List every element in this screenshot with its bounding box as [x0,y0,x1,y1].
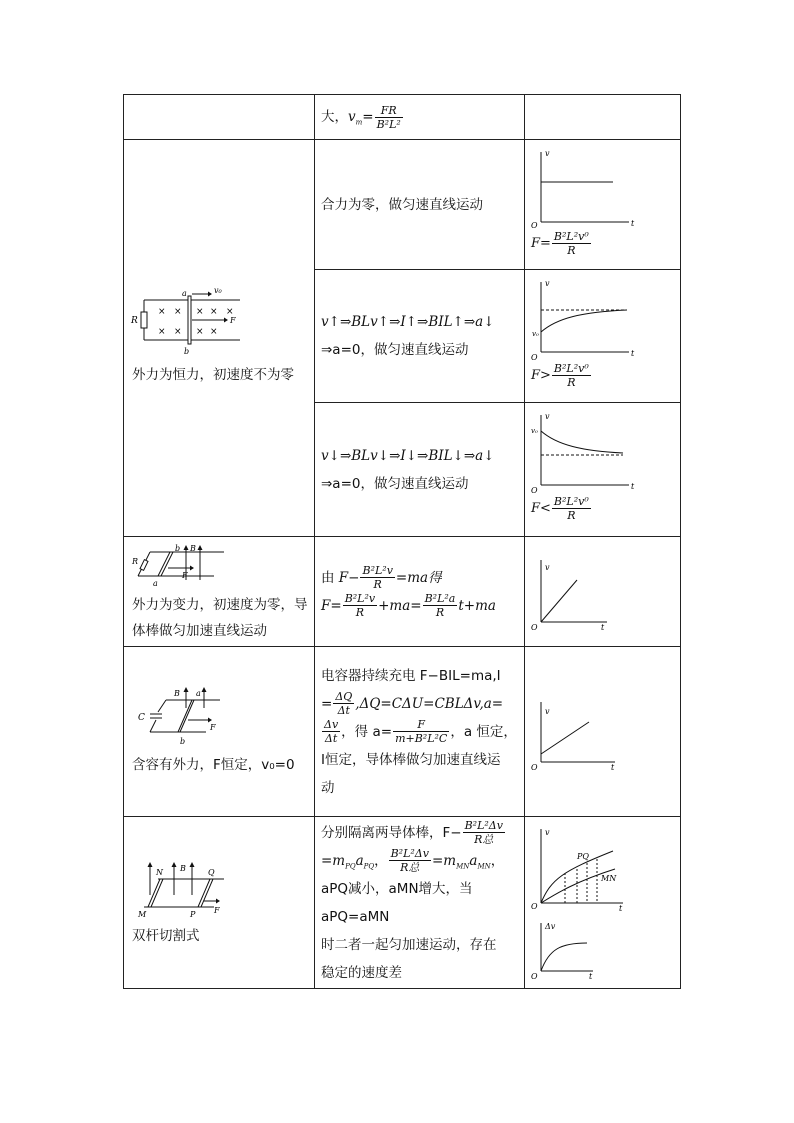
eq2-numerator-2: B²L²a [424,592,456,605]
capacitor-eq-sign: = [321,695,333,712]
row0-col3 [525,95,681,140]
b-field-mark: × [174,327,182,337]
case-variable-force-caption: 外力为变力，初速度为零，导体棒做匀加速直线运动 [132,596,308,639]
relation-denominator: R [567,244,576,257]
row2-col3 [525,270,681,403]
row2-col2 [315,270,525,403]
row3-col2 [315,403,525,537]
eq2-suffix: t+ma [458,597,496,614]
row0-col2 [315,95,525,140]
relation-less [525,495,680,528]
capacitor-line5 [321,774,518,802]
two-rods-text-1: 分别隔离两导体棒，F− [321,824,462,841]
b-field-mark: × [210,307,218,317]
relation-numerator: B²L²v⁰ [553,361,589,375]
capacitor-text-3a: ，得 a= [341,723,393,740]
axis-v-label: v [545,278,550,288]
two-rods-comma-2: ， [490,852,505,869]
vm-denominator: B²L² [376,117,401,131]
relation-lhs: F= [531,236,551,251]
field-b-label: B [190,543,196,553]
case-constant-force-cell [124,140,315,537]
decreasing-result-text: ⇒a=0，做匀速直线运动 [321,475,469,492]
two-rods-denominator-2: R总 [400,861,420,874]
eq2-denominator-1: R [355,606,365,619]
end-b-label: b [175,543,181,553]
end-a-label: a [182,289,187,298]
capacitor-text-4: I恒定，导体棒做匀加速直线运 [321,751,501,768]
origin-label: O [531,622,538,632]
eq2-numerator-1: B²L²v [344,592,376,605]
vm-numerator: FR [375,104,403,118]
increasing-chain-text: v↑⇒BLv↑⇒I↑⇒BIL↑⇒a↓ [321,314,495,330]
decreasing-chain-text: v↓⇒BLv↓⇒I↓⇒BIL↓⇒a↓ [321,447,495,464]
pq-curve-label: PQ [577,851,589,861]
increasing-result-text: ⇒a=0，做匀速直线运动 [321,342,469,358]
vt-graph-constant [527,146,647,230]
accel-pq-sub: PQ [363,862,375,871]
eq2-denominator-2: R [435,606,445,619]
eq2-mid: +ma= [378,597,422,614]
rail-diagram-4 [130,857,230,921]
dt-denominator: Δt [337,704,350,717]
resistor-label: R [132,556,139,566]
relation-equal [525,230,680,263]
b-field-mark: × [158,307,166,317]
two-rods-line3 [321,875,518,931]
vt-graph-linear-2 [527,692,647,772]
two-rods-numerator-1: B²L²Δv [464,819,503,832]
case-capacitor-cell [124,647,315,817]
relation-numerator: B²L²v⁰ [553,495,589,508]
v0-label: v₀ [214,288,222,295]
variable-force-eq2 [321,592,518,620]
force-label: F [214,905,220,915]
capacitor-text-3b: ，a 恒定， [450,723,517,740]
case-variable-force-cell [124,537,315,647]
b-field-mark: × [196,327,204,337]
two-rods-text-3: aPQ减小，aMN增大，当 aPQ=aMN [321,880,473,925]
vm-eq: = [362,109,374,125]
dt-denominator: Δt [324,732,338,745]
mass-mn-sub: MN [456,862,470,871]
rail-diagram-3 [130,686,230,750]
two-rods-line4 [321,931,518,959]
axis-v-label: v [545,562,550,572]
vt-graph-accelerating [527,278,647,362]
accel-numerator: F [393,718,449,732]
axis-t-label: t [631,482,635,491]
axis-t-label: t [631,348,635,358]
end-b-label: b [180,736,186,746]
point-m-label: M [138,909,147,919]
vm-prefix: 大， [321,109,348,125]
vm-sub: m [355,118,363,127]
eq2-lhs: F= [321,597,342,614]
relation-denominator: R [567,509,576,522]
case-two-rods-caption: 双杆切割式 [132,927,200,944]
two-rods-text-4: 时二者一起匀加速运动，存在 [321,936,497,953]
two-rods-line2 [321,847,518,875]
row4-col2 [315,537,525,647]
two-rods-line5 [321,959,518,987]
dq-numerator: ΔQ [335,690,353,703]
vt-graph-linear-1 [527,552,647,632]
axis-v-label: v [545,827,550,837]
row5-col3 [525,647,681,817]
end-a-label: a [196,688,201,698]
eq1-numerator: B²L²v [362,564,393,577]
rail-diagram-1 [130,288,250,360]
axis-t-label: t [601,622,605,632]
relation-numerator: B²L²v⁰ [553,230,589,243]
physics-summary-table [123,94,681,989]
two-rods-denominator-1: R总 [474,833,494,846]
v0-label: v₀ [532,329,539,338]
axis-v-label: v [545,412,550,421]
mass-pq: =m [321,852,346,869]
variable-force-eq1 [321,564,518,592]
field-b-label: B [180,863,186,873]
relation-lhs: F< [531,501,551,516]
two-rods-numerator-2: B²L²Δv [390,847,429,860]
capacitor-text-5: 动 [321,779,335,796]
relation-greater [525,362,680,395]
case-capacitor-caption: 含容有外力，F恒定，v₀=0 [132,756,295,773]
origin-label: O [531,486,538,495]
point-q-label: Q [208,867,215,877]
row6-col2 [315,817,525,989]
two-rods-line1 [321,819,518,847]
row3-col3 [525,403,681,537]
b-field-mark: × [174,307,182,317]
capacitor-line1 [321,662,518,690]
row1-col3 [525,140,681,270]
row0-col1 [124,95,315,140]
case-two-rods-cell [124,817,315,989]
capacitor-label: C [138,712,145,723]
mass-mn: =m [431,852,457,869]
capacitor-line4 [321,746,518,774]
end-a-label: a [153,578,158,588]
accel-pq: a [355,852,364,869]
mass-pq-sub: PQ [345,862,356,871]
b-field-mark: × [196,307,204,317]
vm-symbol: v [348,109,356,125]
axis-t-label: t [611,762,615,772]
b-field-mark: × [158,327,166,337]
eq1-prefix: 由 [321,569,335,586]
case-constant-force-caption: 外力为恒力，初速度不为零 [132,367,294,383]
origin-label: O [531,971,538,981]
eq1-suffix: =ma得 [395,569,442,586]
capacitor-line3 [321,718,518,746]
capacitor-text-2: ,ΔQ=CΔU=CBLΔv,a= [355,695,504,712]
dv-numerator: Δv [324,718,339,731]
force-label: F [210,722,216,732]
axis-v-label: v [545,149,550,158]
capacitor-line2 [321,690,518,718]
point-n-label: N [156,867,163,877]
row5-col2 [315,647,525,817]
v0-label: v₀ [531,427,538,435]
accel-mn: a [469,852,478,869]
field-b-label: B [174,688,180,698]
two-rods-text-5: 稳定的速度差 [321,964,402,981]
origin-label: O [531,901,538,911]
b-field-mark: × [226,307,234,317]
axis-t-label: t [619,903,623,913]
eq1-denominator: R [373,578,382,591]
axis-t-label: t [631,219,635,228]
capacitor-text-1: 电容器持续充电 F−BIL=ma,I [321,667,501,684]
row6-col3 [525,817,681,989]
origin-label: O [531,221,538,230]
origin-label: O [531,352,538,362]
rail-diagram-2 [130,542,230,590]
accel-denominator: m+B²L²C [395,732,448,745]
point-p-label: P [190,909,196,919]
b-field-mark: × [210,327,218,337]
uniform-motion-text: 合力为零，做匀速直线运动 [321,196,483,213]
eq1-f: F− [338,569,360,586]
force-label: F [182,570,188,580]
vt-graph-two-rods [527,823,647,983]
accel-mn-sub: MN [477,862,491,871]
origin-label: O [531,762,538,772]
delta-v-axis-label: Δv [545,921,556,931]
mn-curve-label: MN [601,873,617,883]
end-b-label: b [184,347,190,356]
resistor-label: R [131,316,138,326]
row1-col2 [315,140,525,270]
relation-lhs: F> [531,367,551,383]
axis-v-label: v [545,706,550,716]
relation-denominator: R [567,375,576,389]
axis-t-label: t [589,971,593,981]
two-rods-comma: ， [374,852,388,869]
force-label: F [230,316,236,325]
vt-graph-decelerating [527,411,647,495]
vm-fraction [375,104,403,131]
row4-col3 [525,537,681,647]
